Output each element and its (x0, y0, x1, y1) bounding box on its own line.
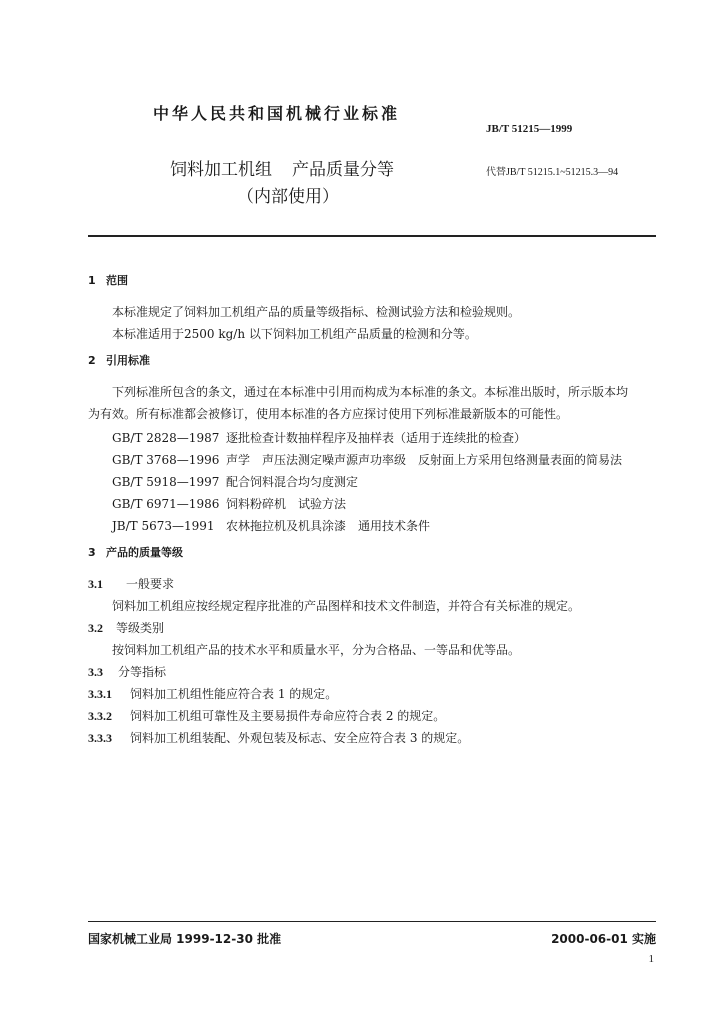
reference-code: GB/T 5918—1997 (112, 475, 220, 489)
subsection-number: 3.2 (88, 621, 103, 635)
section-title: 范围 (106, 274, 128, 287)
section-number: 3 (88, 546, 96, 559)
replaces-note: 代替JB/T 51215.1~51215.3—94 (486, 167, 619, 178)
section-1-heading (88, 272, 128, 288)
subsection-3-1-text: 饲料加工机组应按经规定程序批准的产品图样和技术文件制造，并符合有关标准的规定。 (112, 599, 581, 613)
header-divider (88, 235, 656, 237)
subsection-3-2-text: 按饲料加工机组产品的技术水平和质量水平，分为合格品、一等品和优等品。 (112, 643, 521, 657)
reference-standard (112, 451, 622, 468)
reference-code: GB/T 6971—1986 (112, 497, 220, 511)
subsection-title: 分等指标 (118, 665, 167, 679)
section-title: 产品的质量等级 (106, 546, 183, 559)
subsection-text: 饲料加工机组性能应符合表 1 的规定。 (130, 687, 338, 701)
implementation-date: 2000-06-01 实施 (551, 932, 656, 946)
subsection-number: 3.3.1 (88, 687, 112, 701)
reference-code: JB/T 5673—1991 (112, 519, 215, 533)
section-number: 2 (88, 354, 96, 367)
reference-title: 农林拖拉机及机具涂漆 通用技术条件 (226, 519, 431, 533)
section-title: 引用标准 (106, 354, 150, 367)
section-1-paragraph-2: 本标准适用于2500 kg/h 以下饲料加工机组产品质量的检测和分等。 (112, 327, 477, 341)
subsection-text: 饲料加工机组可靠性及主要易损件寿命应符合表 2 的规定。 (130, 709, 446, 723)
section-number: 1 (88, 274, 96, 287)
reference-title: 饲料粉碎机 试验方法 (226, 497, 347, 511)
reference-title: 声学 声压法测定噪声源声功率级 反射面上方采用包络测量表面的简易法 (226, 453, 623, 467)
page-number: 1 (648, 953, 654, 965)
reference-standard (112, 517, 430, 534)
section-2-paragraph-line-2: 为有效。所有标准都会被修订，使用本标准的各方应探讨使用下列标准最新版本的可能性。 (88, 407, 569, 421)
section-2-heading (88, 352, 150, 368)
subsection-number: 3.3.2 (88, 709, 112, 723)
subsection-title: 等级类别 (116, 621, 165, 635)
document-title (170, 155, 394, 180)
subsection-3-3-1 (88, 685, 337, 702)
reference-standard (112, 473, 358, 490)
approval-note: 国家机械工业局 1999-12-30 批准 (88, 932, 282, 946)
subsection-3-2-heading (88, 619, 164, 636)
subsection-3-3-3 (88, 729, 469, 746)
subsection-number: 3.3 (88, 665, 103, 679)
reference-title: 配合饲料混合均匀度测定 (226, 475, 359, 489)
section-1-paragraph-1: 本标准规定了饲料加工机组产品的质量等级指标、检测试验方法和检验规则。 (112, 305, 521, 319)
document-title-part2: 产品质量分等 (292, 160, 394, 180)
subsection-3-3-2 (88, 707, 445, 724)
footer-divider (88, 921, 656, 922)
document-subtitle: （内部使用） (237, 187, 339, 207)
reference-title: 逐批检查计数抽样程序及抽样表（适用于连续批的检查） (226, 431, 527, 445)
reference-standard (112, 429, 526, 446)
subsection-title: 一般要求 (126, 577, 175, 591)
reference-standard (112, 495, 346, 512)
subsection-text: 饲料加工机组装配、外观包装及标志、安全应符合表 3 的规定。 (130, 731, 470, 745)
subsection-3-3-heading (88, 663, 166, 680)
standard-code: JB/T 51215—1999 (486, 123, 573, 135)
section-2-paragraph-line-1: 下列标准所包含的条文，通过在本标准中引用而构成为本标准的条文。本标准出版时，所示版本均 (112, 385, 629, 399)
reference-code: GB/T 2828—1987 (112, 431, 220, 445)
reference-code: GB/T 3768—1996 (112, 453, 220, 467)
subsection-3-1-heading (88, 575, 174, 592)
document-title-part1: 饲料加工机组 (170, 160, 272, 180)
subsection-number: 3.3.3 (88, 731, 112, 745)
section-3-heading (88, 544, 183, 560)
subsection-number: 3.1 (88, 577, 103, 591)
industry-title: 中华人民共和国机械行业标准 (153, 104, 401, 123)
